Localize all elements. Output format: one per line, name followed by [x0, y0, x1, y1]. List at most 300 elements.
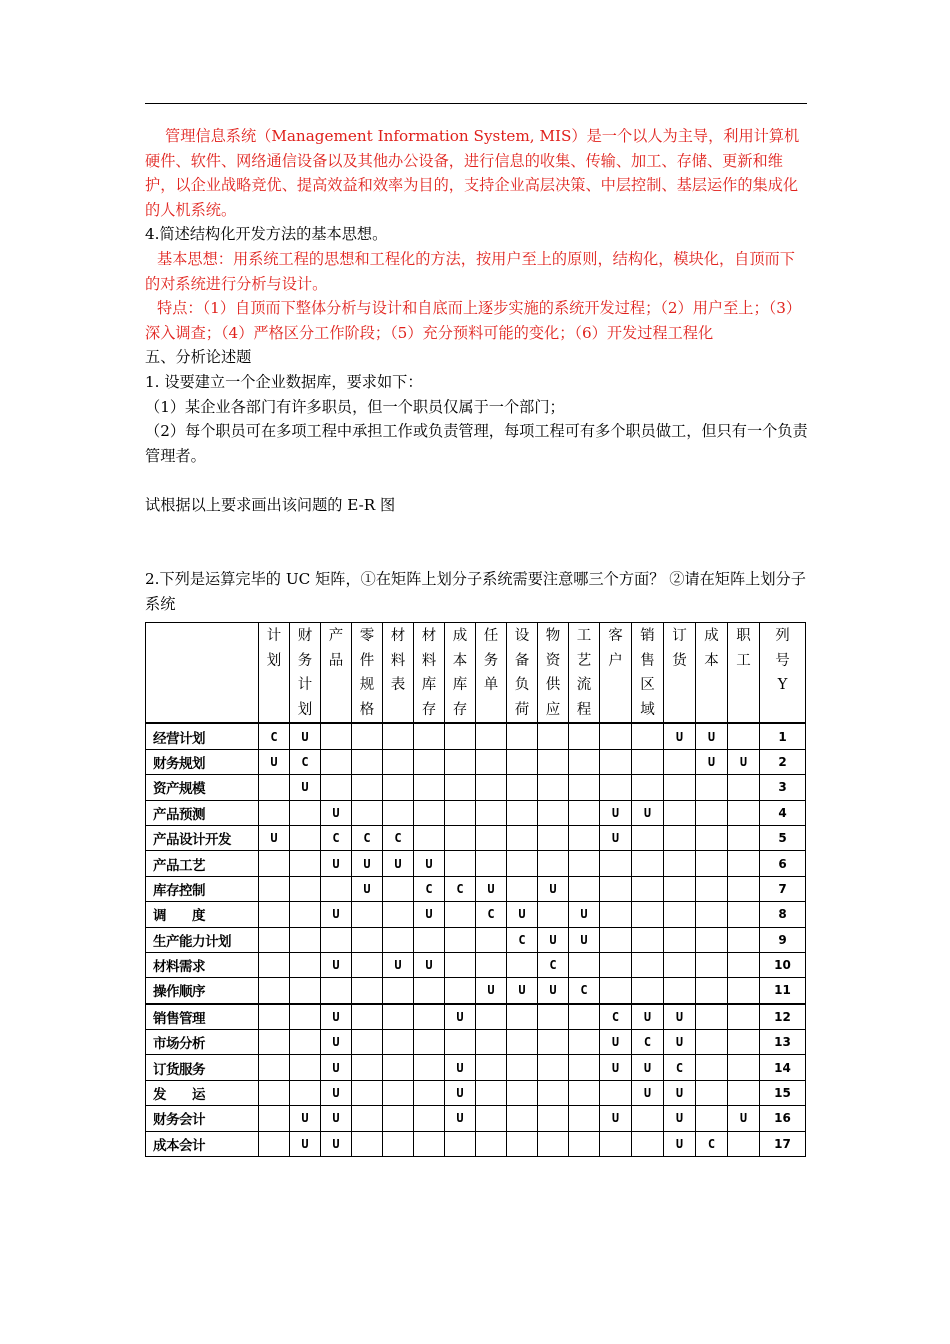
matrix-cell [383, 902, 414, 927]
process-name: 操作顺序 [146, 978, 259, 1004]
matrix-column-header [632, 623, 664, 724]
column-header-label: 成本库存 [452, 628, 468, 718]
matrix-cell: C [696, 1131, 728, 1156]
matrix-cell [476, 1106, 507, 1131]
matrix-cell [569, 1004, 600, 1030]
matrix-cell [414, 723, 445, 749]
matrix-cell [507, 1131, 538, 1156]
matrix-cell [414, 775, 445, 800]
matrix-cell [696, 775, 728, 800]
matrix-cell: C [538, 952, 569, 977]
matrix-cell [696, 851, 728, 876]
matrix-cell [507, 723, 538, 749]
matrix-cell [445, 800, 476, 825]
matrix-column-header [259, 623, 290, 724]
matrix-cell [664, 876, 696, 901]
matrix-cell: C [507, 927, 538, 952]
matrix-cell [696, 1030, 728, 1055]
matrix-cell [632, 902, 664, 927]
column-header-label: 工艺流程 [576, 628, 592, 718]
matrix-cell [728, 927, 760, 952]
process-name: 发 运 [146, 1080, 259, 1105]
matrix-cell [600, 927, 632, 952]
question-4: 4.简述结构化开发方法的基本思想。 [145, 225, 388, 244]
matrix-cell [352, 927, 383, 952]
question-2: 2.下列是运算完毕的 UC 矩阵，①在矩阵上划分子系统需要注意哪三个方面？ ②请在矩阵上划分子系统 [145, 569, 806, 613]
matrix-cell [569, 851, 600, 876]
matrix-cell [445, 775, 476, 800]
matrix-cell [728, 1131, 760, 1156]
matrix-row [146, 800, 806, 825]
matrix-cell [664, 851, 696, 876]
matrix-cell [352, 1080, 383, 1105]
matrix-cell: U [664, 1080, 696, 1105]
matrix-column-header [352, 623, 383, 724]
matrix-cell [352, 978, 383, 1004]
matrix-cell [538, 1080, 569, 1105]
matrix-cell [352, 1004, 383, 1030]
matrix-row [146, 1080, 806, 1105]
matrix-cell [290, 978, 321, 1004]
matrix-cell [383, 723, 414, 749]
matrix-cell [383, 800, 414, 825]
row-number: 14 [760, 1055, 806, 1080]
matrix-cell [538, 1030, 569, 1055]
matrix-cell [476, 1030, 507, 1055]
matrix-cell [696, 1080, 728, 1105]
matrix-cell [632, 927, 664, 952]
matrix-cell [383, 749, 414, 774]
matrix-cell [259, 1106, 290, 1131]
matrix-cell [321, 876, 352, 901]
mis-definition: 管理信息系统（Management Information System, MIS）是一个以人为主导，利用计算机硬件、软件、网络通信设备以及其他办公设备，进行信息的收集、传输、加工、存储、更新和维护，以企业战略竞优、提高效益和效率为目的，支持企业高层决策、中层控制、基层运作的集成化的人机系统。 [145, 127, 800, 219]
matrix-cell [728, 1055, 760, 1080]
matrix-cell: U [569, 927, 600, 952]
matrix-cell [259, 978, 290, 1004]
matrix-cell: U [632, 1055, 664, 1080]
row-number: 16 [760, 1106, 806, 1131]
matrix-column-header [507, 623, 538, 724]
matrix-cell [476, 825, 507, 850]
matrix-cell [383, 1004, 414, 1030]
matrix-cell [538, 1055, 569, 1080]
matrix-cell [600, 1080, 632, 1105]
row-number: 17 [760, 1131, 806, 1156]
matrix-cell [259, 927, 290, 952]
column-header-label: 零件规格 [359, 628, 375, 718]
matrix-cell [507, 749, 538, 774]
row-number: 11 [760, 978, 806, 1004]
row-number: 3 [760, 775, 806, 800]
process-name: 产品设计开发 [146, 825, 259, 850]
row-number: 7 [760, 876, 806, 901]
column-header-label: 订货 [672, 628, 687, 669]
matrix-cell [352, 1106, 383, 1131]
matrix-cell [600, 749, 632, 774]
matrix-cell [476, 749, 507, 774]
matrix-cell [538, 1004, 569, 1030]
matrix-cell [664, 902, 696, 927]
column-header-label: 任务单 [483, 628, 499, 694]
matrix-cell [290, 876, 321, 901]
matrix-cell [728, 978, 760, 1004]
matrix-cell [383, 1030, 414, 1055]
matrix-cell [600, 876, 632, 901]
matrix-cell: C [569, 978, 600, 1004]
matrix-cell [259, 1055, 290, 1080]
matrix-cell [507, 1080, 538, 1105]
matrix-row [146, 749, 806, 774]
matrix-cell [476, 1055, 507, 1080]
matrix-column-header [476, 623, 507, 724]
column-header-label: 列号Y [775, 628, 790, 694]
matrix-cell [569, 1080, 600, 1105]
matrix-cell [414, 825, 445, 850]
matrix-cell: C [383, 825, 414, 850]
matrix-row [146, 1106, 806, 1131]
matrix-cell: C [259, 723, 290, 749]
matrix-cell [600, 978, 632, 1004]
matrix-cell: U [290, 723, 321, 749]
column-header-label: 计划 [266, 628, 282, 669]
matrix-cell [664, 749, 696, 774]
matrix-cell [321, 978, 352, 1004]
matrix-cell: U [600, 800, 632, 825]
matrix-cell [259, 800, 290, 825]
matrix-cell [290, 800, 321, 825]
matrix-cell [476, 1131, 507, 1156]
matrix-row [146, 876, 806, 901]
matrix-cell [352, 902, 383, 927]
matrix-cell [445, 927, 476, 952]
matrix-cell: C [414, 876, 445, 901]
matrix-cell [476, 952, 507, 977]
matrix-row [146, 723, 806, 749]
matrix-cell: U [696, 749, 728, 774]
matrix-cell [569, 1106, 600, 1131]
matrix-cell [569, 749, 600, 774]
matrix-cell [632, 1106, 664, 1131]
matrix-cell [352, 1030, 383, 1055]
matrix-cell: U [600, 1106, 632, 1131]
matrix-cell: C [664, 1055, 696, 1080]
matrix-cell [476, 1080, 507, 1105]
matrix-cell: C [476, 902, 507, 927]
matrix-cell: U [321, 1106, 352, 1131]
matrix-cell [414, 927, 445, 952]
matrix-cell [538, 1106, 569, 1131]
matrix-cell [728, 1030, 760, 1055]
matrix-cell [352, 749, 383, 774]
matrix-cell: U [664, 1004, 696, 1030]
matrix-cell [538, 723, 569, 749]
matrix-cell [600, 723, 632, 749]
matrix-cell: U [507, 902, 538, 927]
matrix-row [146, 851, 806, 876]
process-name: 经营计划 [146, 723, 259, 749]
matrix-cell: U [664, 1030, 696, 1055]
matrix-cell [445, 1131, 476, 1156]
matrix-cell [728, 876, 760, 901]
matrix-cell [445, 825, 476, 850]
matrix-column-header [445, 623, 476, 724]
matrix-cell [664, 978, 696, 1004]
matrix-cell: C [445, 876, 476, 901]
matrix-cell [538, 902, 569, 927]
row-number: 5 [760, 825, 806, 850]
matrix-cell: U [321, 1055, 352, 1080]
matrix-cell [259, 1131, 290, 1156]
matrix-column-header [383, 623, 414, 724]
matrix-cell [290, 952, 321, 977]
matrix-cell [476, 775, 507, 800]
matrix-cell [696, 902, 728, 927]
matrix-cell [664, 775, 696, 800]
matrix-cell: U [321, 1131, 352, 1156]
matrix-cell: U [321, 1030, 352, 1055]
matrix-cell [383, 927, 414, 952]
matrix-cell: U [290, 1131, 321, 1156]
row-number: 10 [760, 952, 806, 977]
matrix-cell [632, 723, 664, 749]
matrix-cell [476, 800, 507, 825]
matrix-cell [259, 1004, 290, 1030]
matrix-cell [538, 800, 569, 825]
row-number: 13 [760, 1030, 806, 1055]
matrix-cell [569, 825, 600, 850]
row-number: 2 [760, 749, 806, 774]
matrix-cell [507, 1030, 538, 1055]
matrix-column-header [569, 623, 600, 724]
matrix-cell [476, 927, 507, 952]
matrix-cell [569, 723, 600, 749]
matrix-cell: U [414, 952, 445, 977]
matrix-column-header [728, 623, 760, 724]
matrix-cell [414, 800, 445, 825]
process-name: 市场分析 [146, 1030, 259, 1055]
matrix-cell: U [600, 1030, 632, 1055]
matrix-cell: U [352, 851, 383, 876]
matrix-cell [290, 1055, 321, 1080]
matrix-cell [632, 952, 664, 977]
matrix-cell [664, 927, 696, 952]
matrix-cell [696, 876, 728, 901]
matrix-cell: U [259, 749, 290, 774]
process-name: 成本会计 [146, 1131, 259, 1156]
matrix-cell [259, 1030, 290, 1055]
matrix-row [146, 1004, 806, 1030]
matrix-cell: U [445, 1004, 476, 1030]
matrix-cell [538, 851, 569, 876]
matrix-row [146, 825, 806, 850]
matrix-cell [569, 1131, 600, 1156]
matrix-corner-cell [146, 623, 259, 724]
matrix-cell: U [445, 1080, 476, 1105]
matrix-row [146, 952, 806, 977]
matrix-cell [507, 1106, 538, 1131]
matrix-cell [383, 1106, 414, 1131]
matrix-column-header [538, 623, 569, 724]
matrix-cell [352, 775, 383, 800]
column-header-label: 产品 [328, 628, 344, 669]
matrix-cell: C [290, 749, 321, 774]
matrix-cell [352, 723, 383, 749]
column-header-label: 销售区域 [640, 628, 655, 718]
matrix-cell [321, 749, 352, 774]
matrix-cell [632, 876, 664, 901]
matrix-column-header [696, 623, 728, 724]
row-number: 6 [760, 851, 806, 876]
matrix-cell [290, 1030, 321, 1055]
matrix-cell: U [538, 876, 569, 901]
matrix-cell [664, 800, 696, 825]
matrix-cell [414, 1106, 445, 1131]
matrix-cell [259, 902, 290, 927]
matrix-cell [632, 1131, 664, 1156]
matrix-cell [507, 1055, 538, 1080]
matrix-cell [414, 1080, 445, 1105]
matrix-cell [728, 825, 760, 850]
matrix-row [146, 1030, 806, 1055]
process-name: 财务会计 [146, 1106, 259, 1131]
matrix-cell: U [538, 927, 569, 952]
matrix-column-header [290, 623, 321, 724]
matrix-cell [507, 952, 538, 977]
matrix-cell [259, 876, 290, 901]
matrix-cell: U [600, 1055, 632, 1080]
matrix-cell: U [290, 1106, 321, 1131]
matrix-cell [445, 952, 476, 977]
matrix-row [146, 775, 806, 800]
matrix-cell: U [383, 851, 414, 876]
matrix-cell: U [507, 978, 538, 1004]
matrix-cell [538, 749, 569, 774]
matrix-cell [476, 851, 507, 876]
matrix-cell [476, 723, 507, 749]
matrix-cell: U [569, 902, 600, 927]
matrix-cell: U [321, 952, 352, 977]
matrix-cell [290, 1080, 321, 1105]
matrix-cell [352, 952, 383, 977]
matrix-cell [696, 1004, 728, 1030]
matrix-cell: U [321, 1004, 352, 1030]
matrix-cell [632, 825, 664, 850]
matrix-cell: U [414, 851, 445, 876]
row-number: 15 [760, 1080, 806, 1105]
matrix-cell [321, 927, 352, 952]
matrix-cell [414, 1004, 445, 1030]
matrix-cell [259, 952, 290, 977]
matrix-cell [600, 902, 632, 927]
matrix-cell [696, 1106, 728, 1131]
matrix-cell [728, 800, 760, 825]
matrix-cell [728, 952, 760, 977]
matrix-cell [538, 825, 569, 850]
matrix-cell [632, 775, 664, 800]
matrix-cell [352, 1055, 383, 1080]
matrix-cell [696, 952, 728, 977]
column-header-label: 物资供应 [545, 628, 561, 718]
matrix-cell [696, 927, 728, 952]
matrix-cell [383, 1055, 414, 1080]
matrix-cell: U [414, 902, 445, 927]
matrix-cell [290, 825, 321, 850]
matrix-cell: U [352, 876, 383, 901]
matrix-cell: U [728, 749, 760, 774]
process-name: 库存控制 [146, 876, 259, 901]
matrix-cell: U [445, 1106, 476, 1131]
matrix-cell [352, 800, 383, 825]
matrix-cell [632, 851, 664, 876]
matrix-cell: U [383, 952, 414, 977]
matrix-cell [632, 978, 664, 1004]
matrix-cell [664, 825, 696, 850]
process-name: 订货服务 [146, 1055, 259, 1080]
matrix-cell [569, 952, 600, 977]
matrix-cell: U [445, 1055, 476, 1080]
matrix-cell [414, 1131, 445, 1156]
matrix-cell: U [476, 876, 507, 901]
matrix-cell [507, 825, 538, 850]
column-header-label: 成本 [704, 628, 719, 669]
requirement-1: （1）某企业各部门有许多职员，但一个职员仅属于一个部门； [145, 397, 565, 416]
matrix-cell [696, 1055, 728, 1080]
matrix-row [146, 927, 806, 952]
matrix-cell [383, 978, 414, 1004]
matrix-cell [414, 1030, 445, 1055]
matrix-cell [600, 952, 632, 977]
matrix-cell: U [632, 800, 664, 825]
matrix-cell [445, 723, 476, 749]
matrix-cell [569, 1055, 600, 1080]
matrix-cell [445, 902, 476, 927]
er-diagram-prompt: 试根据以上要求画出该问题的 E-R 图 [145, 496, 396, 515]
process-name: 生产能力计划 [146, 927, 259, 952]
matrix-cell [728, 851, 760, 876]
matrix-cell [445, 749, 476, 774]
matrix-cell [414, 749, 445, 774]
document-body [145, 124, 809, 616]
matrix-row [146, 902, 806, 927]
row-number: 9 [760, 927, 806, 952]
matrix-cell [728, 902, 760, 927]
matrix-cell: U [259, 825, 290, 850]
matrix-cell: U [321, 902, 352, 927]
matrix-cell [414, 978, 445, 1004]
process-name: 产品预测 [146, 800, 259, 825]
matrix-cell [445, 1030, 476, 1055]
process-name: 产品工艺 [146, 851, 259, 876]
matrix-cell: U [321, 1080, 352, 1105]
row-number: 8 [760, 902, 806, 927]
header-rule [145, 103, 807, 104]
matrix-cell [290, 927, 321, 952]
matrix-cell [259, 851, 290, 876]
matrix-cell: U [538, 978, 569, 1004]
matrix-cell [507, 775, 538, 800]
matrix-cell [290, 1004, 321, 1030]
matrix-cell [632, 749, 664, 774]
matrix-cell [321, 723, 352, 749]
matrix-cell [507, 1004, 538, 1030]
matrix-cell [290, 902, 321, 927]
requirement-2: （2）每个职员可在多项工程中承担工作或负责管理，每项工程可有多个职员做工，但只有一个负责管理者。 [145, 422, 808, 465]
matrix-cell: U [321, 800, 352, 825]
process-name: 销售管理 [146, 1004, 259, 1030]
matrix-row [146, 1131, 806, 1156]
matrix-cell [728, 1004, 760, 1030]
matrix-cell [569, 800, 600, 825]
